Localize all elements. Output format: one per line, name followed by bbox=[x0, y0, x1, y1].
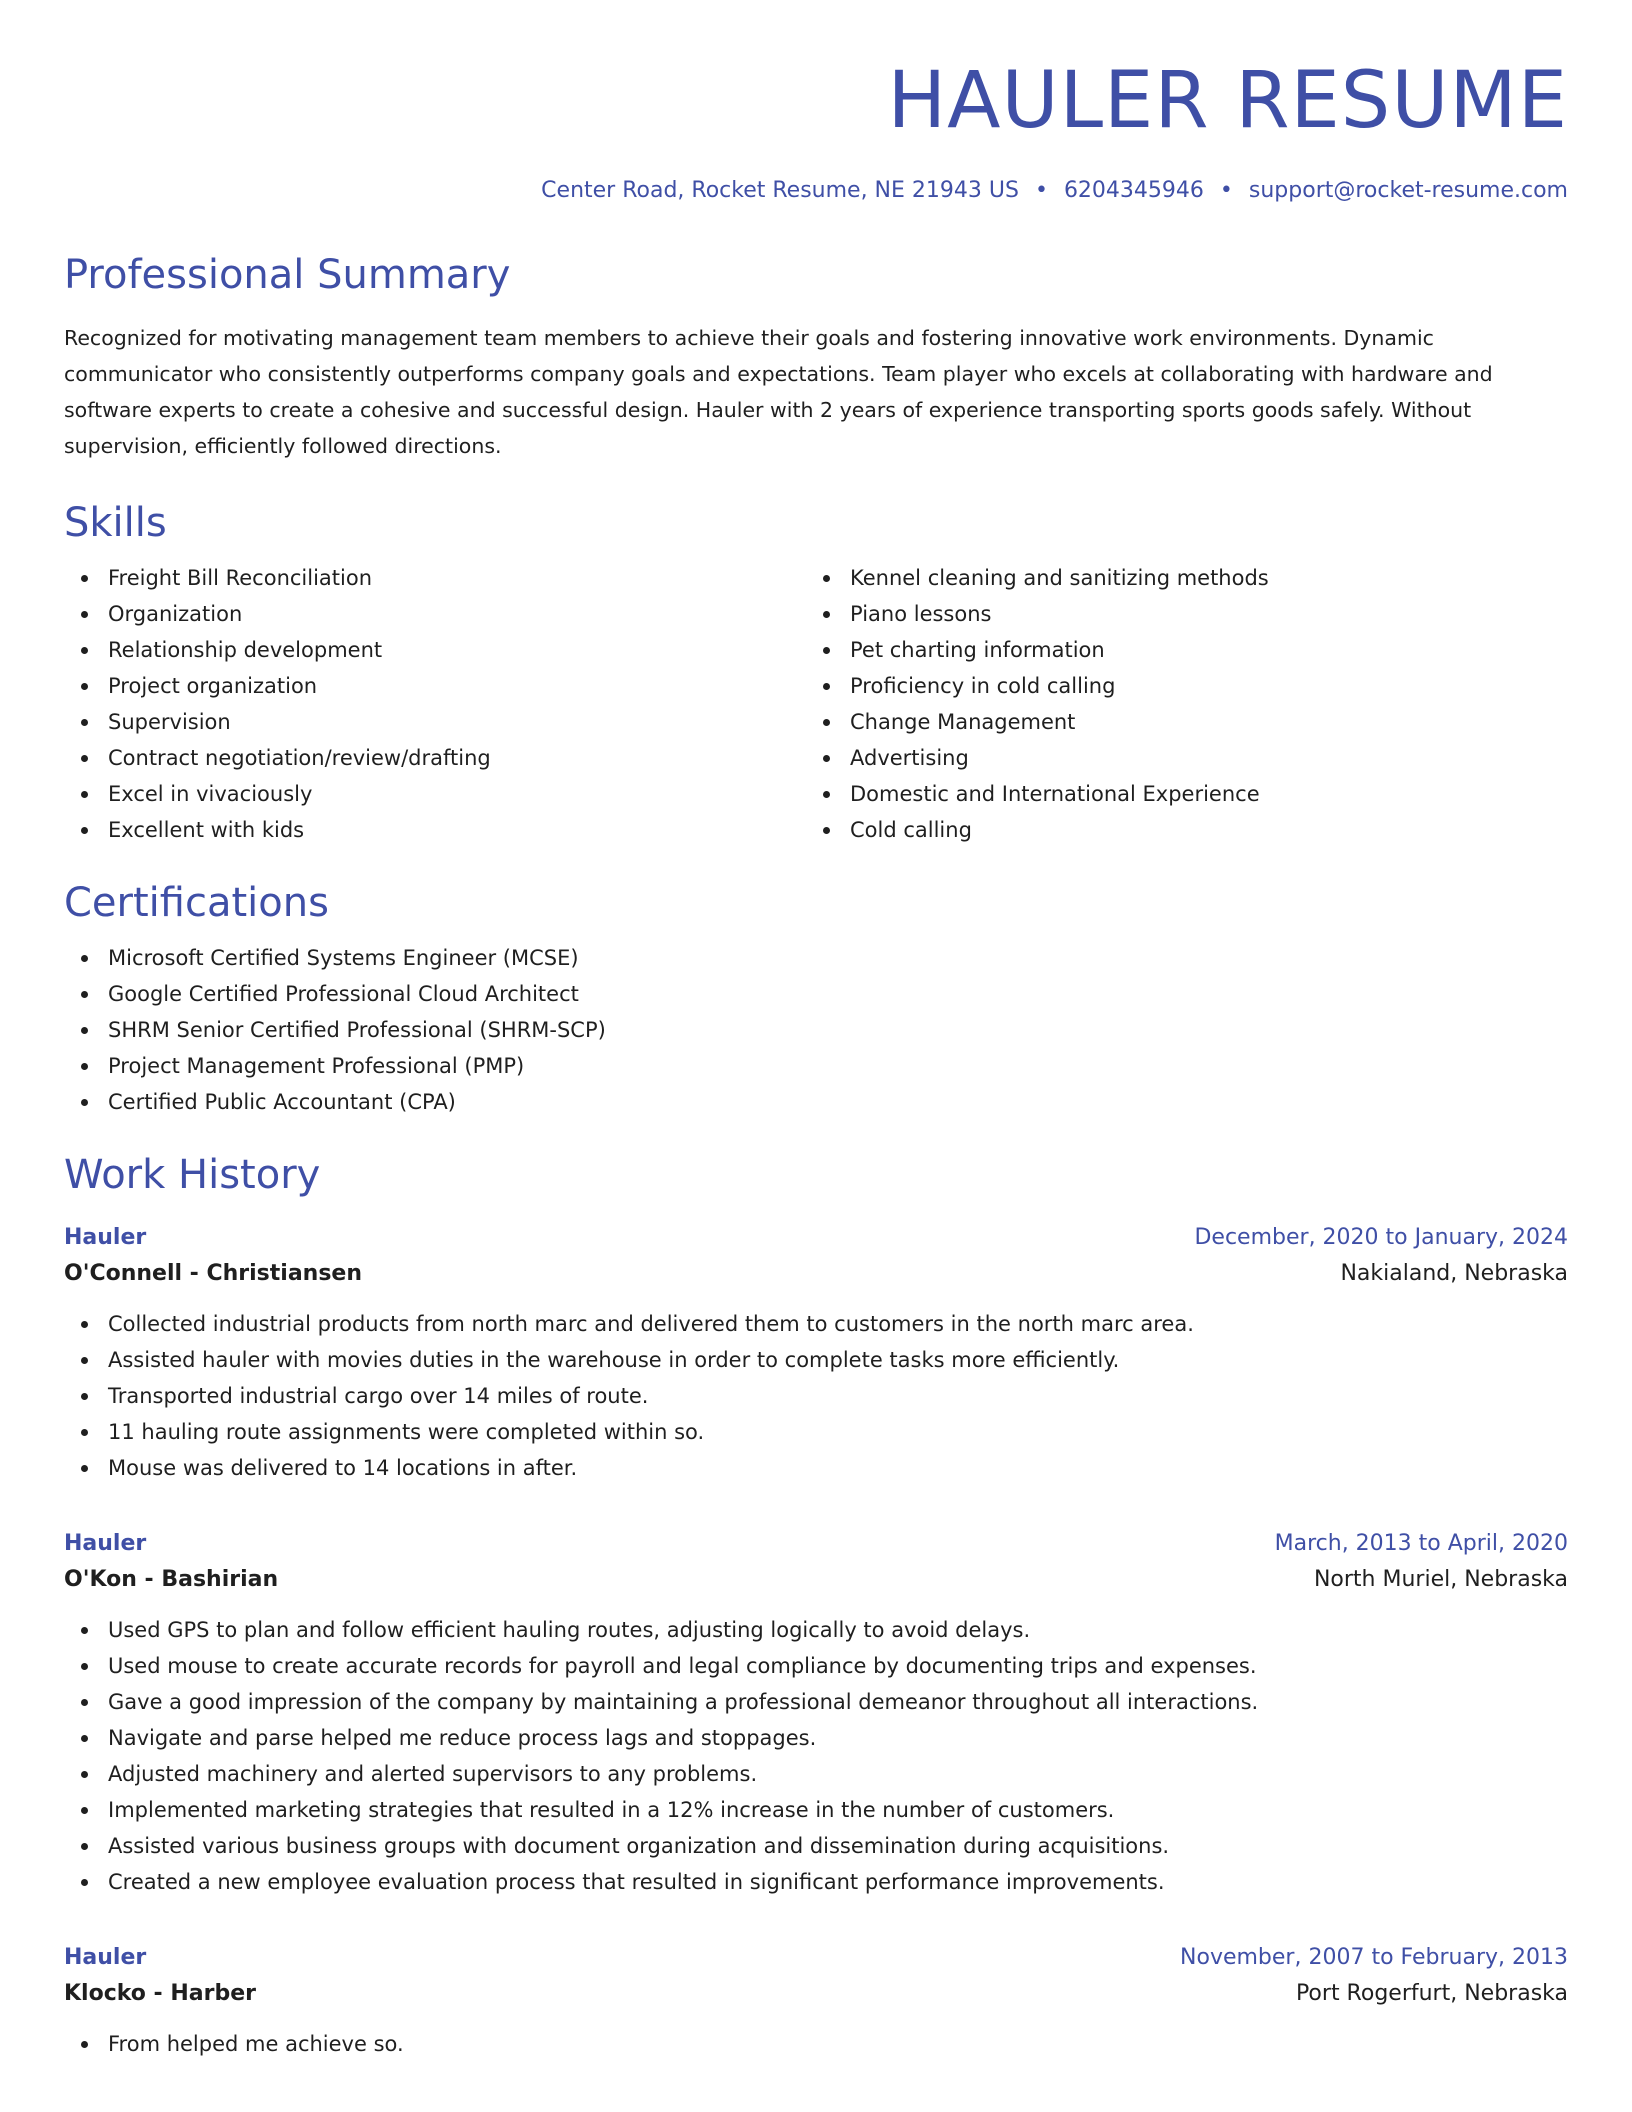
summary-heading: Professional Summary bbox=[64, 252, 511, 299]
skills-columns bbox=[64, 560, 1568, 848]
job-company: Klocko - Harber bbox=[64, 1981, 256, 2007]
job-duty-item: Navigate and parse helped me reduce process lags and stoppages. bbox=[64, 1720, 1568, 1756]
job-location: North Muriel, Nebraska bbox=[1313, 1567, 1568, 1593]
job-duty-item: Collected industrial products from north marc and delivered them to customers in the north marc area. bbox=[64, 1306, 1568, 1342]
job-header-row bbox=[64, 1220, 1568, 1256]
skill-item: Excellent with kids bbox=[64, 812, 806, 848]
skill-item: Supervision bbox=[64, 704, 806, 740]
contact-separator: • bbox=[1219, 178, 1233, 203]
job-duties-list bbox=[64, 1306, 1568, 1486]
job-title: Hauler bbox=[64, 1225, 147, 1251]
job-duty-item: Used GPS to plan and follow efficient hauling routes, adjusting logically to avoid delays. bbox=[64, 1612, 1568, 1648]
job-header-row bbox=[64, 1940, 1568, 1976]
job-duty-item: Implemented marketing strategies that resulted in a 12% increase in the number of customers. bbox=[64, 1792, 1568, 1828]
job-duty-item: 11 hauling route assignments were completed within so. bbox=[64, 1414, 1568, 1450]
job-duty-item: From helped me achieve so. bbox=[64, 2026, 1568, 2062]
certifications-list bbox=[64, 940, 1568, 1120]
job-entry bbox=[64, 1940, 1568, 2062]
skill-item: Excel in vivaciously bbox=[64, 776, 806, 812]
job-duty-item: Assisted hauler with movies duties in the warehouse in order to complete tasks more efficiently. bbox=[64, 1342, 1568, 1378]
job-company-row bbox=[64, 1562, 1568, 1598]
contact-email: support@rocket-resume.com bbox=[1248, 178, 1568, 203]
contact-line bbox=[64, 178, 1568, 204]
skill-item: Kennel cleaning and sanitizing methods bbox=[806, 560, 1548, 596]
job-location: Nakialand, Nebraska bbox=[1340, 1261, 1568, 1287]
job-header-row bbox=[64, 1526, 1568, 1562]
skill-item: Piano lessons bbox=[806, 596, 1548, 632]
summary-text: Recognized for motivating management team members to achieve their goals and fostering innovative work environments. Dynamic communicator who consistently outperforms company goals and expectations. Team player who excels at collaborating with hardware and software experts to create a cohesive and successful design. Hauler with 2 years of experience transporting sports goods safely. Without supervision, efficiently followed directions. bbox=[64, 326, 1493, 459]
skill-item: Change Management bbox=[806, 704, 1548, 740]
job-duty-item: Adjusted machinery and alerted supervisors to any problems. bbox=[64, 1756, 1568, 1792]
work-history-heading: Work History bbox=[64, 1152, 321, 1199]
skill-item: Cold calling bbox=[806, 812, 1548, 848]
skill-item: Proficiency in cold calling bbox=[806, 668, 1548, 704]
job-duty-item: Gave a good impression of the company by maintaining a professional demeanor throughout all interactions. bbox=[64, 1684, 1568, 1720]
resume-name: HAULER RESUME bbox=[887, 56, 1568, 146]
skill-item: Domestic and International Experience bbox=[806, 776, 1548, 812]
certifications-heading: Certifications bbox=[64, 880, 329, 927]
job-duty-item: Mouse was delivered to 14 locations in after. bbox=[64, 1450, 1568, 1486]
skill-item: Advertising bbox=[806, 740, 1548, 776]
skill-item: Project organization bbox=[64, 668, 806, 704]
job-location: Port Rogerfurt, Nebraska bbox=[1295, 1981, 1568, 2007]
skill-item: Freight Bill Reconciliation bbox=[64, 560, 806, 596]
skill-item: Organization bbox=[64, 596, 806, 632]
skill-item: Pet charting information bbox=[806, 632, 1548, 668]
job-company: O'Connell - Christiansen bbox=[64, 1261, 363, 1287]
contact-separator: • bbox=[1034, 178, 1048, 203]
skill-item: Contract negotiation/review/drafting bbox=[64, 740, 806, 776]
job-duties-list bbox=[64, 2026, 1568, 2062]
skills-list-left bbox=[64, 560, 806, 848]
job-dates: March, 2013 to April, 2020 bbox=[1274, 1531, 1568, 1557]
contact-address: Center Road, Rocket Resume, NE 21943 US bbox=[541, 178, 1019, 203]
job-title: Hauler bbox=[64, 1531, 147, 1557]
certification-item: Microsoft Certified Systems Engineer (MCSE) bbox=[64, 940, 1568, 976]
skills-list-right bbox=[806, 560, 1548, 848]
job-company-row bbox=[64, 1256, 1568, 1292]
job-duty-item: Used mouse to create accurate records for payroll and legal compliance by documenting trips and expenses. bbox=[64, 1648, 1568, 1684]
job-duty-item: Assisted various business groups with document organization and dissemination during acquisitions. bbox=[64, 1828, 1568, 1864]
job-company-row bbox=[64, 1976, 1568, 2012]
certification-item: Google Certified Professional Cloud Architect bbox=[64, 976, 1568, 1012]
job-duty-item: Created a new employee evaluation process that resulted in significant performance improvements. bbox=[64, 1864, 1568, 1900]
job-title: Hauler bbox=[64, 1945, 147, 1971]
skills-heading: Skills bbox=[64, 500, 167, 547]
contact-phone: 6204345946 bbox=[1063, 178, 1204, 203]
certification-item: Certified Public Accountant (CPA) bbox=[64, 1084, 1568, 1120]
certification-item: Project Management Professional (PMP) bbox=[64, 1048, 1568, 1084]
skill-item: Relationship development bbox=[64, 632, 806, 668]
job-dates: November, 2007 to February, 2013 bbox=[1180, 1945, 1568, 1971]
certification-item: SHRM Senior Certified Professional (SHRM-SCP) bbox=[64, 1012, 1568, 1048]
job-duties-list bbox=[64, 1612, 1568, 1900]
job-duty-item: Transported industrial cargo over 14 miles of route. bbox=[64, 1378, 1568, 1414]
job-dates: December, 2020 to January, 2024 bbox=[1194, 1225, 1568, 1251]
job-entry bbox=[64, 1526, 1568, 1900]
job-company: O'Kon - Bashirian bbox=[64, 1567, 279, 1593]
job-entry bbox=[64, 1220, 1568, 1486]
